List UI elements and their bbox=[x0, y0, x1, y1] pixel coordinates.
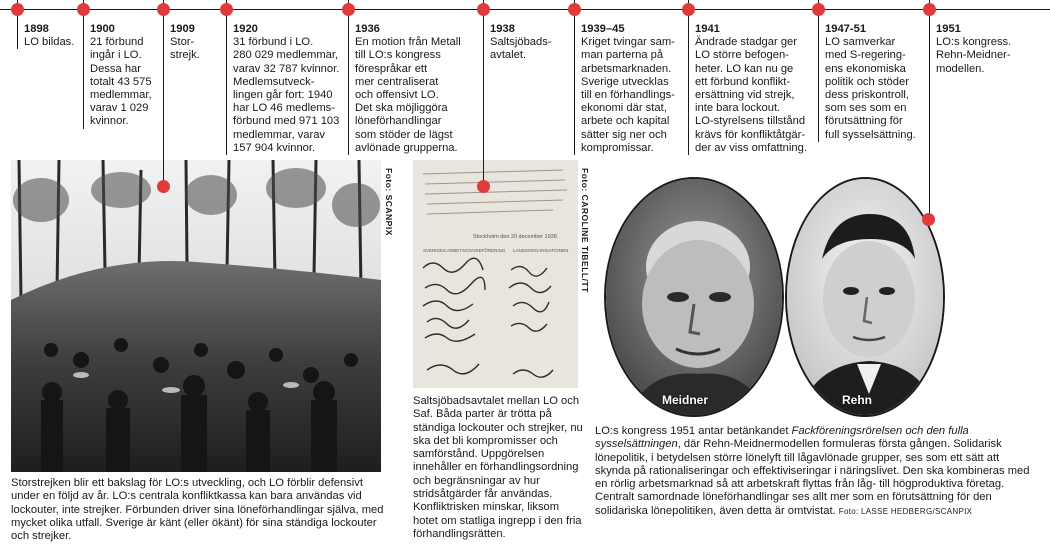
timeline-year: 1951 bbox=[936, 23, 961, 35]
portrait-rehn-image bbox=[787, 179, 945, 417]
timeline-dot bbox=[682, 3, 695, 16]
agreement-document-photo bbox=[413, 160, 578, 388]
caption-congress-text-b: , där Rehn-Meidnermodellen formuleras första gången. Solidarisk lönepolitik, i betydelsen större lönelyft till lågavlönade grupper, ses som ett sätt att skynda på rationaliseringar och effektiviseringar i näringslivet. Den ska kombineras med en rörlig arbetsmarknad så att arbetskraft flyttas från låg- till högproduktiva företag. Centralt samordnade löneförhandlingar ses allt mer som en förutsättning för den solidariska lönepolitiken, även detta är omtvistat. bbox=[595, 438, 1030, 517]
timeline-year: 1939–45 bbox=[581, 23, 625, 35]
agreement-org-right: LANDSORGANISATIONEN bbox=[513, 248, 569, 253]
photo-credit-tibell: Foto: CAROLINE TIBELL/TT bbox=[580, 168, 590, 293]
agreement-date-line: Stockholm den 20 december 1938. bbox=[473, 234, 559, 240]
timeline-year: 1938 bbox=[490, 23, 515, 35]
timeline-dot bbox=[568, 3, 581, 16]
timeline-year: 1909 bbox=[170, 23, 195, 35]
timeline-dot bbox=[812, 3, 825, 16]
timeline-text: 21 förbund ingår i LO. Dessa har totalt 43 575 medlemmar, varav 1 029 kvinnor. bbox=[90, 36, 152, 128]
timeline-text: Ändrade stadgar ger LO större befogen- heter. LO kan nu ge ett förbund konflikt- ersättning vid strejk, inte bara lockout. LO-styrelsens tillstånd krävs för konfliktåtgär- der av viss omfattning. bbox=[695, 36, 807, 154]
connector-1909 bbox=[163, 16, 164, 186]
connector-1951 bbox=[929, 16, 930, 222]
timeline-entry-1898 bbox=[17, 0, 86, 49]
timeline-dot bbox=[77, 3, 90, 16]
timeline-entry-1920 bbox=[226, 0, 348, 155]
timeline-year: 1920 bbox=[233, 23, 258, 35]
timeline-year: 1900 bbox=[90, 23, 115, 35]
timeline-entry-1900 bbox=[83, 0, 160, 129]
timeline-year: 1936 bbox=[355, 23, 380, 35]
timeline-dot bbox=[157, 3, 170, 16]
timeline-entry-1947-51 bbox=[818, 0, 925, 142]
caption-strike: Storstrejken blir ett bakslag för LO:s utveckling, och LO förblir defensivt under en följd av år. LO:s centrala konfliktkassa kan bara användas vid lockouter, inte strejker. Förbunden driver sina löneförhandlingar själva, med mycket olika utfall. Sverige är känt (eller ökänt) för sina ständiga lockouter och strejker. bbox=[11, 477, 384, 543]
timeline-text: LO:s kongress. Rehn-Meidner- modellen. bbox=[936, 36, 1012, 75]
timeline-year: 1947-51 bbox=[825, 23, 867, 35]
portrait-label-rehn: Rehn bbox=[842, 393, 872, 407]
timeline-entry-1938 bbox=[483, 0, 570, 63]
connector-1938 bbox=[483, 16, 484, 186]
caption-congress-italic: Fackföreningsrörelsen och den fulla sysselsättningen bbox=[595, 425, 969, 451]
timeline-text: LO bildas. bbox=[24, 36, 75, 49]
timeline-entry-1951 bbox=[929, 0, 1046, 76]
caption-congress-text-a: LO:s kongress 1951 antar betänkandet bbox=[595, 425, 792, 437]
strike-crowd-image bbox=[11, 160, 381, 472]
timeline-entry-1939-45 bbox=[574, 0, 681, 155]
timeline-dot bbox=[923, 3, 936, 16]
agreement-document-image bbox=[413, 160, 578, 388]
portrait-meidner-image bbox=[606, 179, 784, 417]
timeline-year: 1898 bbox=[24, 23, 49, 35]
timeline-text: Stor- strejk. bbox=[170, 36, 200, 62]
caption-congress-credit: Foto: LASSE HEDBERG/SCANPIX bbox=[838, 506, 973, 516]
timeline-dot bbox=[220, 3, 233, 16]
timeline-year: 1941 bbox=[695, 23, 720, 35]
timeline-text: En motion från Metall till LO:s kongress förespråkar ett mer centraliserat och offensivt LO. Det ska möjliggöra löneförhandlingar som stöder de lägst avlönade grupperna. bbox=[355, 36, 461, 154]
photo-marker-dot bbox=[922, 213, 935, 226]
caption-saltsjobaden: Saltsjöbadsavtalet mellan LO och Saf. Båda parter är trötta på ständiga lockouter och strejker, nu ska det bli kompromisser och samförstånd. Uppgörelsen innehåller en förhandlingsordning och begränsningar av hur stridsåtgärder får användas. Konfliktrisken minskar, liksom hotet om statliga ingrepp i den fria förhandlingsrätten. bbox=[413, 395, 583, 540]
timeline-dot bbox=[342, 3, 355, 16]
portrait-rehn bbox=[785, 177, 945, 417]
photo-marker-dot bbox=[157, 180, 170, 193]
timeline-entry-1941 bbox=[688, 0, 813, 155]
timeline-dot bbox=[477, 3, 490, 16]
portrait-meidner bbox=[604, 177, 784, 417]
timeline-text: Saltsjöbads- avtalet. bbox=[490, 36, 552, 62]
timeline-text: 31 förbund i LO. 280 029 medlemmar, varav 32 787 kvinnor. Medlemsutveck- lingen går fort: 1940 har LO 46 medlems- förbund med 971 103 medlemmar, varav 157 904 kvinnor. bbox=[233, 36, 340, 154]
timeline-dot bbox=[11, 3, 24, 16]
timeline-entry-1909 bbox=[163, 0, 222, 63]
timeline-text: LO samverkar med S-regering- ens ekonomiska politik och stöder dess priskontroll, som ses som en förutsättning för full sysselsättning. bbox=[825, 36, 916, 141]
timeline-text: Kriget tvingar sam- man parterna på arbetsmarknaden. Sverige utvecklas till en förhandlings- ekonomi där stat, arbete och kapital sätter sig ner och kompromissar. bbox=[581, 36, 675, 154]
caption-congress bbox=[595, 425, 1035, 518]
portrait-label-meidner: Meidner bbox=[662, 393, 709, 407]
photo-marker-dot bbox=[477, 180, 490, 193]
timeline-entry-1936 bbox=[348, 0, 480, 155]
photo-credit-scanpix: Foto: SCANPIX bbox=[384, 168, 394, 236]
strike-crowd-photo bbox=[11, 160, 381, 472]
agreement-org-left: SVERIGES ARBETSGIVAREFÖRENING bbox=[423, 248, 506, 253]
